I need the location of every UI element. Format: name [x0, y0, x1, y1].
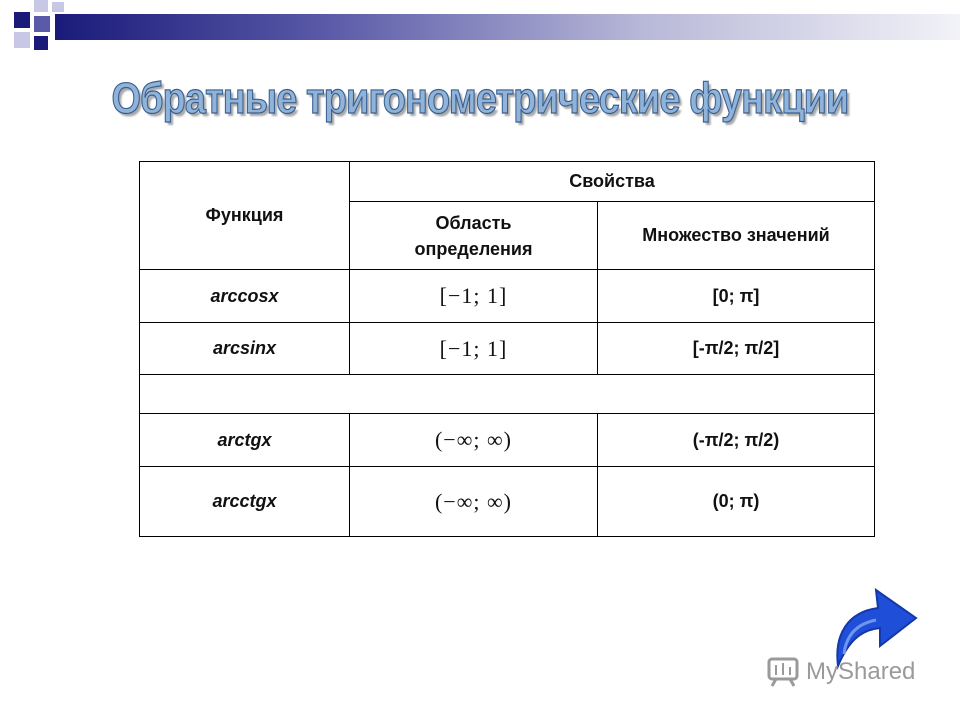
- header-domain-label: Область определения: [414, 212, 533, 259]
- range-cell: (0; π): [598, 467, 875, 537]
- header-band: [55, 14, 960, 40]
- domain-cell: [350, 323, 598, 375]
- domain-cell: [350, 414, 598, 467]
- deco-square: [34, 0, 48, 12]
- domain-cell: [350, 467, 598, 537]
- domain-cell: [350, 270, 598, 323]
- table-row: [140, 467, 875, 537]
- range-cell: [-π/2; π/2]: [598, 323, 875, 375]
- function-name: arccosx: [140, 270, 350, 323]
- header-properties: Свойства: [350, 162, 875, 202]
- table-row: [140, 414, 875, 467]
- range-cell: (-π/2; π/2): [598, 414, 875, 467]
- deco-square: [34, 36, 48, 50]
- presentation-board-icon: [766, 657, 800, 687]
- deco-square: [14, 32, 30, 48]
- domain-formula: (−∞; ∞): [434, 488, 513, 514]
- table-row-empty: [140, 375, 875, 414]
- header-range: Множество значений: [598, 202, 875, 270]
- domain-formula: (−∞; ∞): [434, 427, 513, 452]
- function-name: arcctgx: [140, 467, 350, 537]
- domain-formula: [−1; 1]: [439, 283, 508, 308]
- table-row: [140, 323, 875, 375]
- function-name: arcsinx: [140, 323, 350, 375]
- deco-square: [34, 16, 50, 32]
- deco-square: [14, 12, 30, 28]
- range-cell: [0; π]: [598, 270, 875, 323]
- myshared-logo: [766, 652, 915, 692]
- table-row: [140, 270, 875, 323]
- header-function: Функция: [140, 162, 350, 270]
- header-domain: [350, 202, 598, 270]
- empty-cell: [140, 375, 875, 414]
- logo-text: MyShared: [806, 658, 916, 685]
- domain-formula: [−1; 1]: [439, 335, 508, 361]
- properties-table: [139, 161, 875, 537]
- deco-square: [52, 2, 64, 12]
- slide-title: Обратные тригонометрические функции: [111, 74, 849, 123]
- function-name: arctgx: [140, 414, 350, 467]
